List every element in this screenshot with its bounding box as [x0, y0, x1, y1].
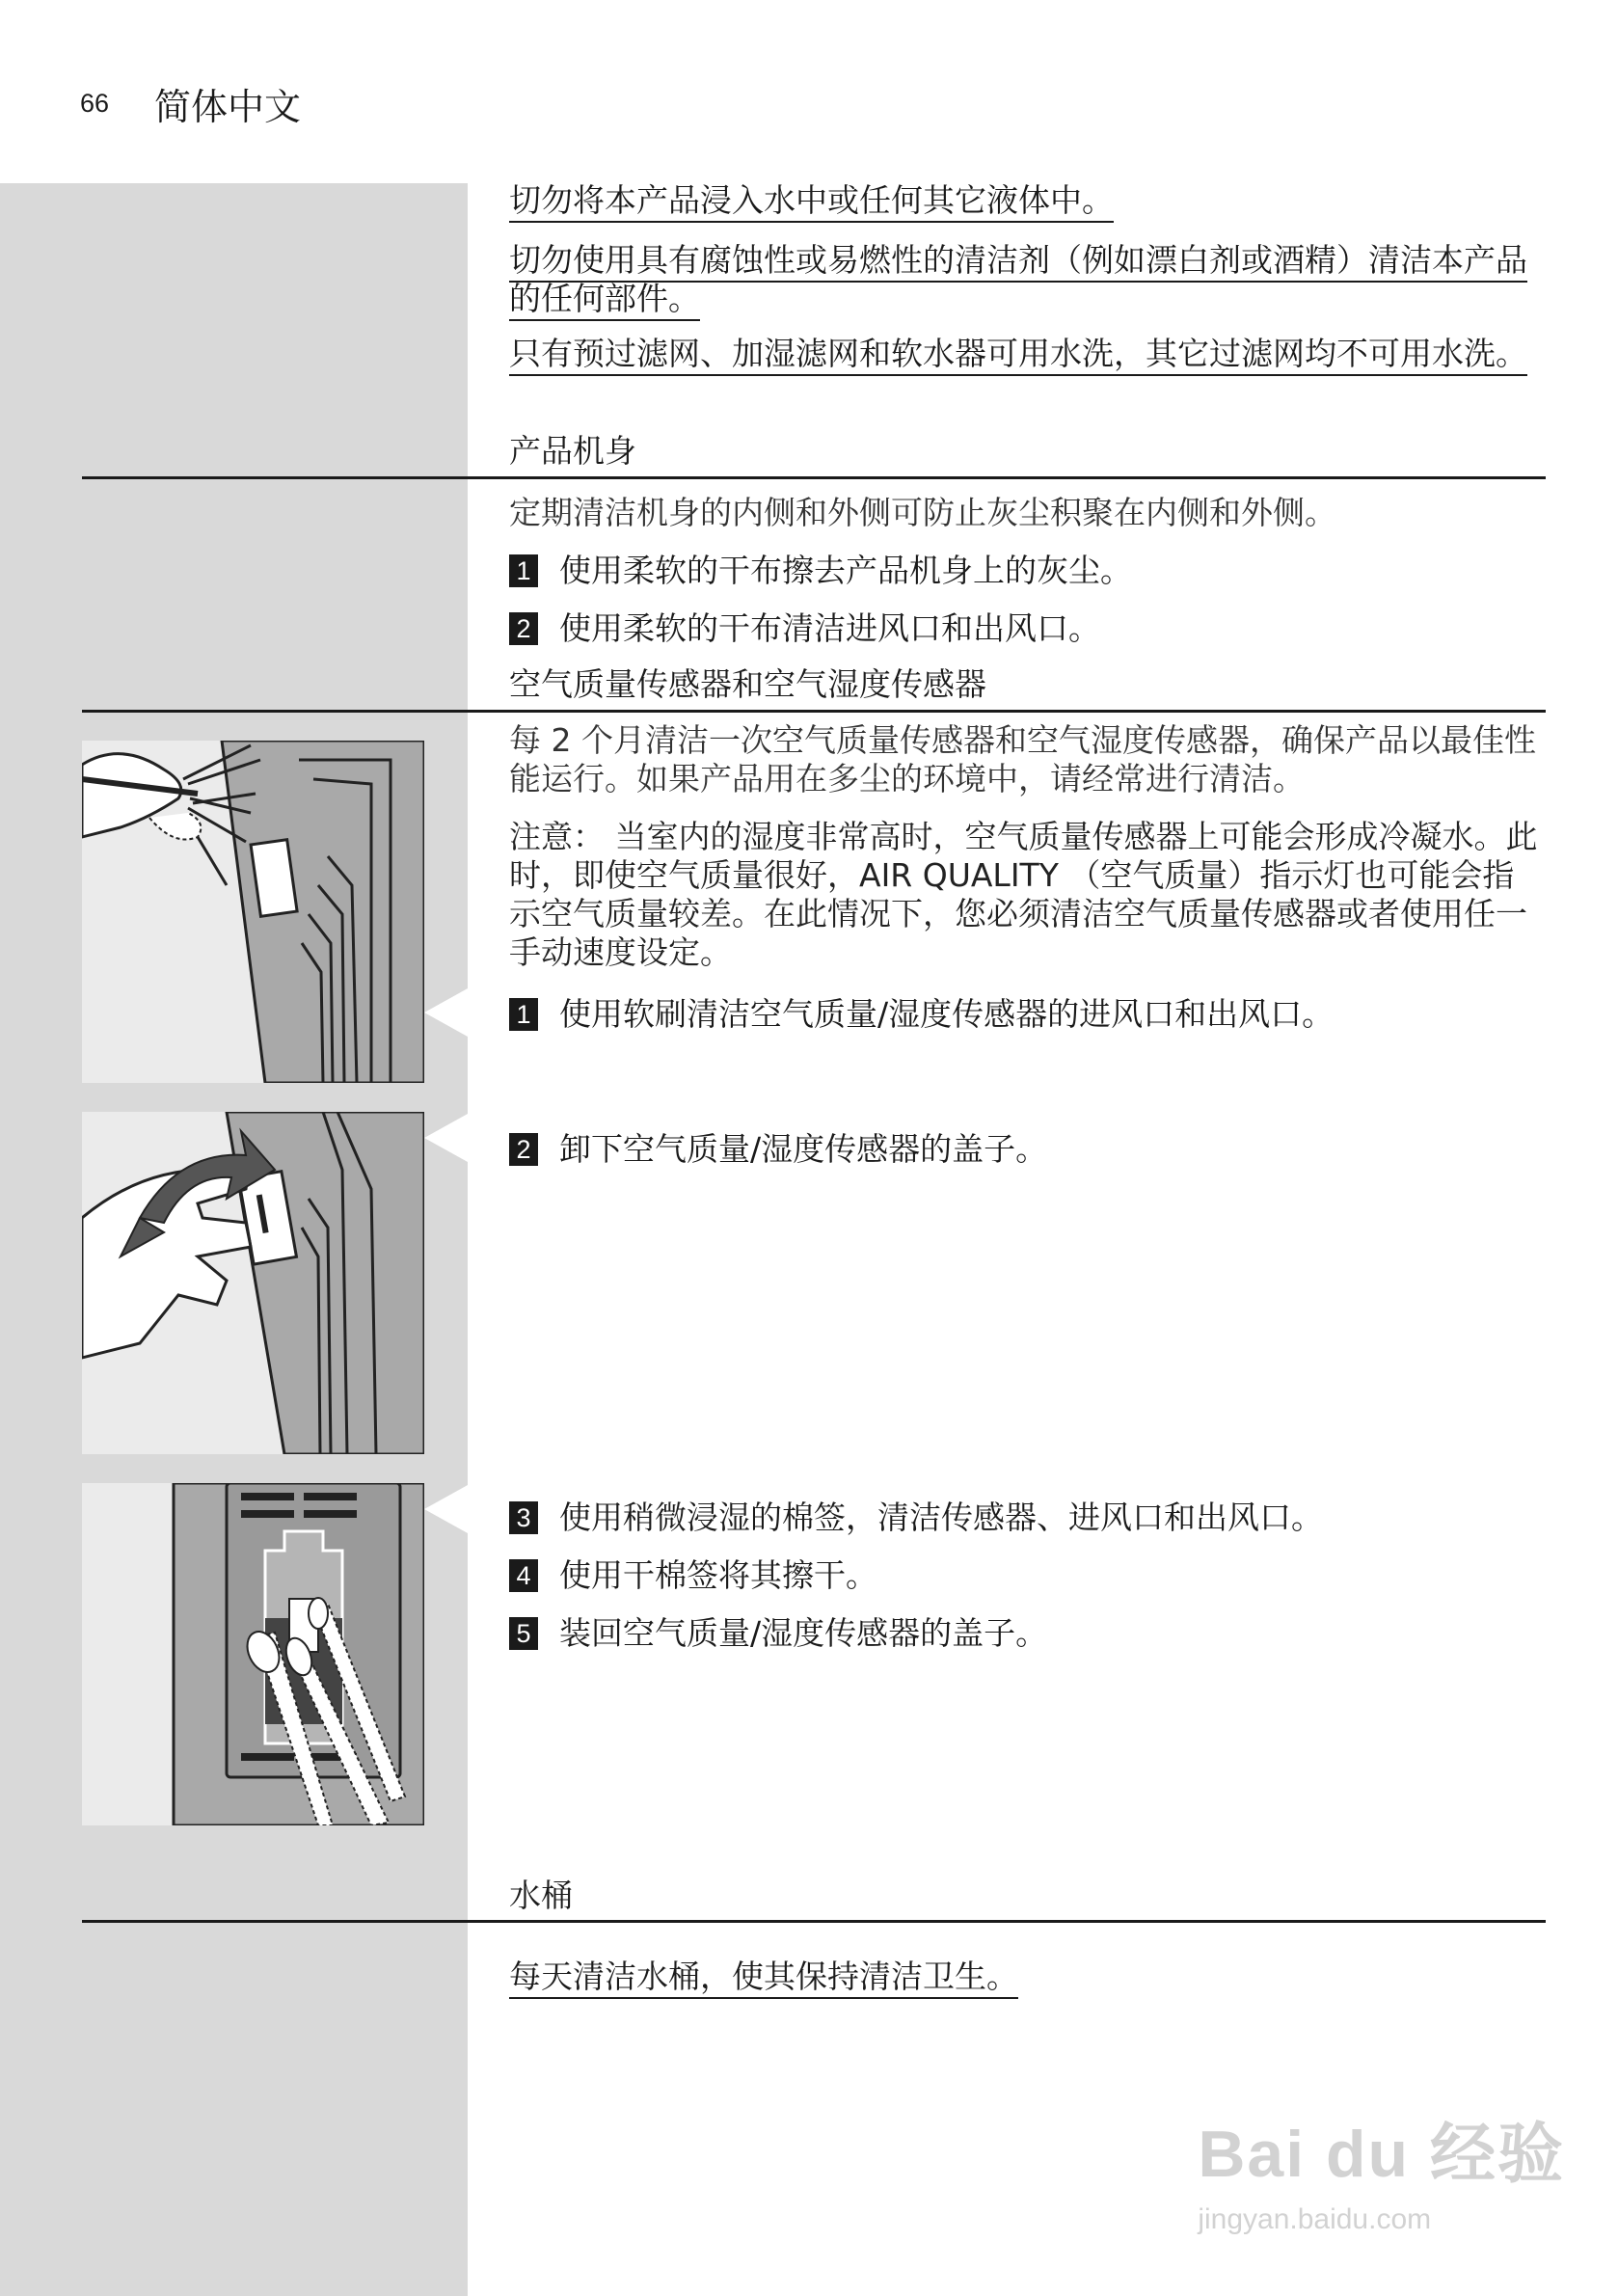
sensor-step-2: 2 卸下空气质量/湿度传感器的盖子。 [509, 1130, 1047, 1169]
body-intro: 定期清洁机身的内侧和外侧可防止灰尘积聚在内侧和外侧。 [509, 494, 1336, 531]
section-title-sensor: 空气质量传感器和空气湿度传感器 [509, 665, 986, 703]
pointer-notch [424, 1114, 468, 1162]
sensor-step-4: 4 使用干棉签将其擦干。 [509, 1556, 877, 1595]
sensor-step-3: 3 使用稍微浸湿的棉签，清洁传感器、进风口和出风口。 [509, 1499, 1323, 1537]
brush-sensor-illustration [82, 741, 424, 1083]
warning-2: 切勿使用具有腐蚀性或易燃性的清洁剂（例如漂白剂或酒精）清洁本产品的任何部件。 [509, 241, 1546, 318]
section-rule [82, 1920, 1546, 1923]
sensor-step-5: 5 装回空气质量/湿度传感器的盖子。 [509, 1614, 1047, 1653]
watermark-url: jingyan.baidu.com [1198, 2203, 1432, 2235]
page-number: 66 [80, 89, 110, 118]
section-title-bucket: 水桶 [509, 1877, 573, 1914]
baidu-watermark [1198, 2102, 1565, 2236]
body-step-1: 1 使用柔软的干布擦去产品机身上的灰尘。 [509, 552, 1132, 590]
pointer-notch [424, 1485, 468, 1533]
bucket-text: 每天清洁水桶，使其保持清洁卫生。 [509, 1958, 1546, 1996]
warning-3: 只有预过滤网、加湿滤网和软水器可用水洗，其它过滤网均不可用水洗。 [509, 335, 1546, 373]
page-language: 简体中文 [154, 86, 302, 128]
warning-1: 切勿将本产品浸入水中或任何其它液体中。 [509, 181, 1546, 220]
sensor-intro: 每 2 个月清洁一次空气质量传感器和空气湿度传感器，确保产品以最佳性能运行。如果产品用在多尘的环境中，请经常进行清洁。 [509, 721, 1536, 797]
section-rule [82, 710, 1546, 713]
body-step-2: 2 使用柔软的干布清洁进风口和出风口。 [509, 609, 1100, 648]
sensor-step-1: 1 使用软刷清洁空气质量/湿度传感器的进风口和出风口。 [509, 995, 1334, 1034]
section-rule [82, 476, 1546, 479]
sensor-note: 注意： 当室内的湿度非常高时，空气质量传感器上可能会形成冷凝水。此时，即使空气质量很好，AIR QUALITY （空气质量）指示灯也可能会指示空气质量较差。在此情况下，您必须清洁空气质量传感器或者使用任一手动速度设定。 [509, 818, 1538, 971]
remove-cover-illustration [82, 1112, 424, 1454]
watermark-brand: Bai du 经验 [1198, 2118, 1565, 2191]
section-title-body: 产品机身 [509, 432, 636, 470]
pointer-notch [424, 988, 468, 1037]
cotton-swab-illustration [82, 1483, 424, 1825]
